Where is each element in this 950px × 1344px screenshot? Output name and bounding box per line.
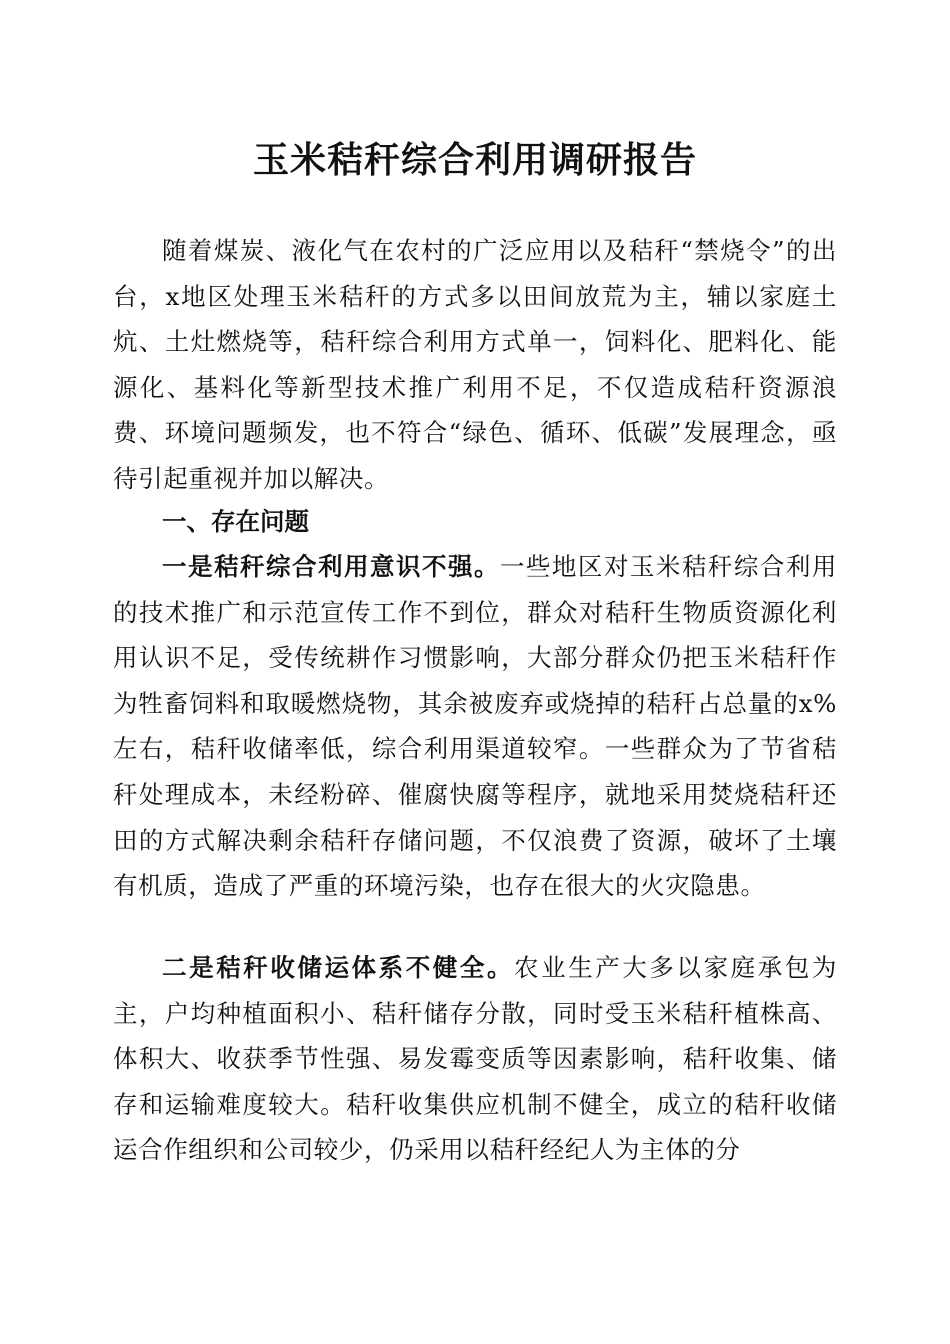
point-1-lead: 一是秸秆综合利用意识不强。 bbox=[162, 552, 500, 581]
section-heading-problems: 一、存在问题 bbox=[162, 507, 309, 536]
point-1-body: 一些地区对玉米秸秆综合利用的技术推广和示范宣传工作不到位，群众对秸秆生物质资源化利用认识不足，受传统耕作习惯影响，大部分群众仍把玉米秸秆作为牲畜饲料和取暖燃烧物，其余被废弃或烧掉的秸秆占总量的x%左右，秸秆收储率低，综合利用渠道较窄。一些群众为了节省秸秆处理成本，未经粉碎、催腐快腐等程序，就地采用焚烧秸秆还田的方式解决剩余秸秆存储问题，不仅浪费了资源，破坏了土壤有机质，造成了严重的环境污染，也存在很大的火灾隐患。 bbox=[113, 552, 837, 901]
document-title: 玉米秸秆综合利用调研报告 bbox=[252, 139, 697, 181]
point-2-lead: 二是秸秆收储运体系不健全。 bbox=[162, 953, 515, 982]
problem-point-2 bbox=[113, 945, 837, 1173]
problem-point-1 bbox=[113, 544, 837, 909]
intro-paragraph: 随着煤炭、液化气在农村的广泛应用以及秸秆“禁烧令”的出台，x地区处理玉米秸秆的方式多以田间放荒为主，辅以家庭土炕、土灶燃烧等，秸秆综合利用方式单一，饲料化、肥料化、能源化、基料化等新型技术推广利用不足，不仅造成秸秆资源浪费、环境问题频发，也不符合“绿色、循环、低碳”发展理念，亟待引起重视并加以解决。 bbox=[113, 236, 837, 493]
point-2-body: 农业生产大多以家庭承包为主，户均种植面积小、秸秆储存分散，同时受玉米秸秆植株高、体积大、收获季节性强、易发霉变质等因素影响，秸秆收集、储存和运输难度较大。秸秆收集供应机制不健全，成立的秸秆收储运合作组织和公司较少，仍采用以秸秆经纪人为主体的分 bbox=[113, 953, 837, 1165]
